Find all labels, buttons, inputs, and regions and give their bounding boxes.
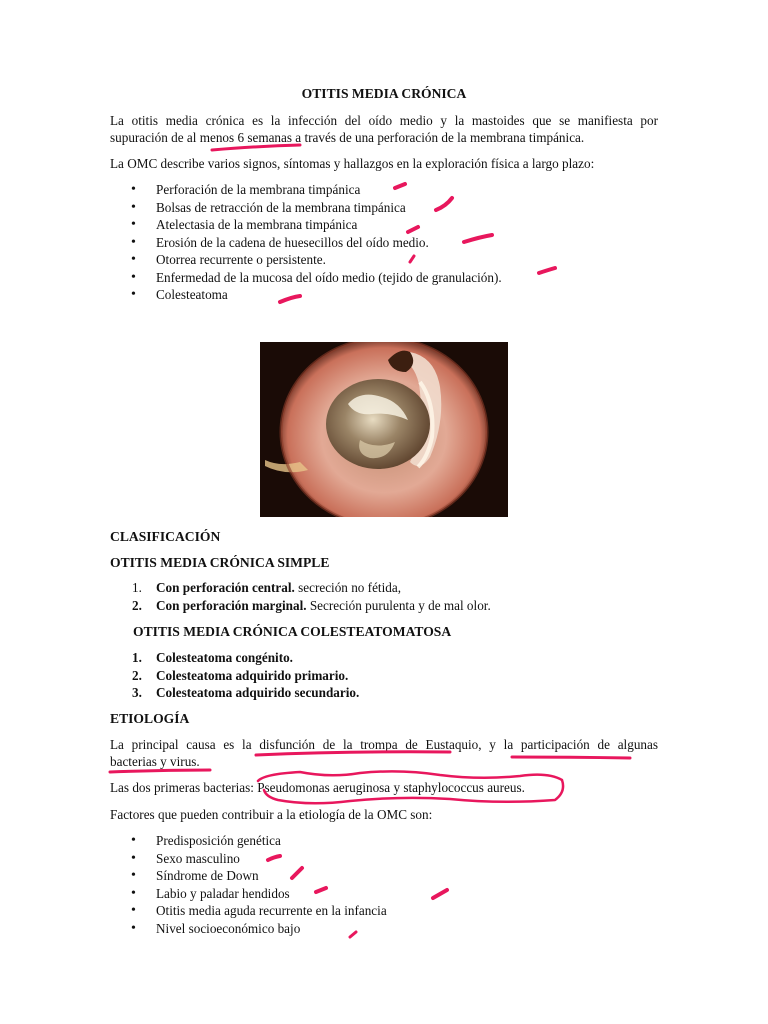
list-item: • Bolsas de retracción de la membrana timpánica <box>110 199 502 217</box>
intro-paragraph-line-2: supuración de al menos 6 semanas a través de una perforación de la membrana timpánica. <box>110 130 585 145</box>
bacteria-line: Las dos primeras bacterias: Pseudomonas aeruginosa y staphylococcus aureus. <box>110 780 525 795</box>
list-number: 1. <box>132 650 142 665</box>
list-item <box>110 684 359 702</box>
etiologia-paragraph-line-1: La principal causa es la disfunción de la trompa de Eustaquio, y la participación de algunas <box>110 737 658 752</box>
etiologia-paragraph-line-2: bacterias y virus. <box>110 754 200 769</box>
otoscopy-photo <box>260 342 508 517</box>
list-number: 2. <box>132 597 142 613</box>
list-item <box>110 649 359 667</box>
item-bold: Colesteatoma adquirido secundario. <box>156 685 360 700</box>
item-bold: Con perforación marginal. <box>156 597 307 613</box>
list-item: • Erosión de la cadena de huesecillos del oído medio. <box>110 234 502 252</box>
item-bold: Colesteatoma congénito. <box>156 650 293 665</box>
colesteatomatosa-heading: OTITIS MEDIA CRÓNICA COLESTEATOMATOSA <box>133 624 452 639</box>
item-text: Secreción purulenta y de mal olor. <box>306 597 491 613</box>
factors-intro: Factores que pueden contribuir a la etiología de la OMC son: <box>110 807 433 822</box>
omc-description: La OMC describe varios signos, síntomas y hallazgos en la exploración física a largo plazo: <box>110 156 595 171</box>
list-item: • Nivel socioeconómico bajo <box>110 920 387 938</box>
clasificacion-heading: CLASIFICACIÓN <box>110 529 221 544</box>
colesteatoma-list <box>110 649 359 702</box>
list-item <box>110 667 359 685</box>
list-item: • Otitis media aguda recurrente en la infancia <box>110 902 387 920</box>
list-item: • Labio y paladar hendidos <box>110 885 387 903</box>
list-item: • Perforación de la membrana timpánica <box>110 181 502 199</box>
intro-paragraph-line-1: La otitis media crónica es la infección del oído medio y la mastoides que se manifiesta por <box>110 113 658 128</box>
list-item: • Síndrome de Down <box>110 867 387 885</box>
list-item: • Colesteatoma <box>110 286 502 304</box>
item-bold: Con perforación central. <box>156 580 295 595</box>
item-bold: Colesteatoma adquirido primario. <box>156 667 349 683</box>
list-item: • Sexo masculino <box>110 850 387 868</box>
signs-list <box>110 181 502 304</box>
list-number: 2. <box>132 667 142 683</box>
list-item <box>110 597 491 615</box>
list-item: • Otorrea recurrente o persistente. <box>110 251 502 269</box>
document-title: OTITIS MEDIA CRÓNICA <box>301 86 467 101</box>
simple-list <box>110 579 491 614</box>
list-item: • Enfermedad de la mucosa del oído medio (tejido de granulación). <box>110 269 502 287</box>
etiologia-heading: ETIOLOGÍA <box>110 711 190 726</box>
list-number: 1. <box>132 580 142 595</box>
list-item <box>110 579 491 597</box>
list-number: 3. <box>132 685 142 700</box>
list-item: • Predisposición genética <box>110 832 387 850</box>
factors-list <box>110 832 387 937</box>
list-item: • Atelectasia de la membrana timpánica <box>110 216 502 234</box>
simple-heading: OTITIS MEDIA CRÓNICA SIMPLE <box>110 555 330 570</box>
otoscopy-image-drawing <box>260 342 508 517</box>
item-text: secreción no fétida, <box>294 580 401 595</box>
